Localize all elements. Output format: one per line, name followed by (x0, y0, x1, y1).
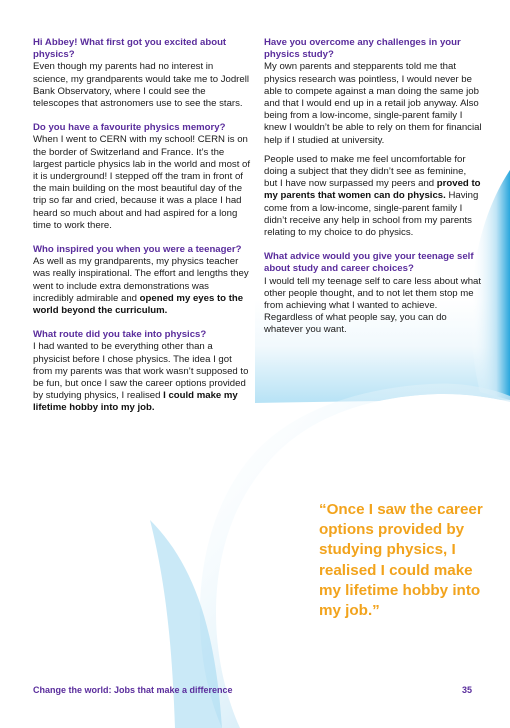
left-column (33, 37, 251, 427)
answer-text (264, 154, 482, 239)
question-heading: Do you have a favourite physics memory? (33, 122, 226, 134)
page-number: 35 (462, 685, 473, 695)
answer-emphasis: opened my eyes to the world beyond the curriculum. (33, 292, 244, 317)
answer-segment: When I went to CERN with my school! CERN is on the border of Switzerland and France. It’s the largest particle physics lab in the world and most of it is underground! I stepped off the tram in front of the main building on the most beautiful day of the trip so far and cried, because it was a place I had heard so much about and had aspired for a long time to work there. (33, 134, 251, 231)
answer-emphasis: I could make my lifetime hobby into my job. (33, 390, 238, 414)
answer-segment: Even though my parents had no interest in science, my grandparents would take me to Jodrell Bank Observatory, where I could see the telescopes that astronomers use to see the stars. (33, 61, 249, 110)
answer-text (264, 276, 482, 337)
question-heading: What advice would you give your teenage self about study and career choices? (264, 251, 474, 275)
answer-text (33, 61, 251, 110)
answer-segment: Having come from a low-income, single-parent family I didn’t receive any help in school from my parents relating to my choice to do physics. (264, 190, 479, 239)
answer-segment: My own parents and stepparents told me that physics research was pointless, I would never be able to compete against a man doing the same job and that I would end up in a retail job anyway. Also being from a low-income, single-parent family I knew I wouldn’t be able to rely on them for financial help if I studied at university. (264, 61, 482, 146)
question-heading: Hi Abbey! What first got you excited about physics? (33, 37, 227, 61)
answer-text (33, 256, 251, 317)
footer-title: Change the world: Jobs that make a difference (33, 685, 233, 695)
question-heading: What route did you take into physics? (33, 329, 207, 341)
answer-emphasis: proved to my parents that women can do physics. (264, 178, 481, 202)
question-heading: Have you overcome any challenges in your physics study? (264, 37, 461, 61)
answer-segment: I would tell my teenage self to care less about what other people thought, and to not let them stop me from achieving what I wanted to achieve. Regardless of what people say, you can do whatever you want. (264, 275, 482, 336)
right-column (264, 37, 482, 349)
answer-text (264, 61, 482, 146)
answer-segment: People used to make me feel uncomfortable for doing a subject that they didn’t see as feminine, but I have now surpassed my peers and (264, 153, 467, 190)
answer-segment: I had wanted to be everything other than a physicist before I chose physics. The idea I got from my parents was that work wasn’t supposed to be fun, but once I saw the career options provided by studying physics, I realised (33, 341, 249, 402)
question-heading: Who inspired you when you were a teenager? (33, 244, 242, 256)
answer-segment: As well as my grandparents, my physics teacher was really inspirational. The effort and lengths they went to include extra demonstrations was incredibly admirable and (33, 256, 249, 304)
answer-text (33, 341, 251, 414)
pull-quote: “Once I saw the career options provided by studying physics, I realised I could make my lifetime hobby into my job.” (319, 501, 483, 620)
answer-text (33, 134, 251, 232)
